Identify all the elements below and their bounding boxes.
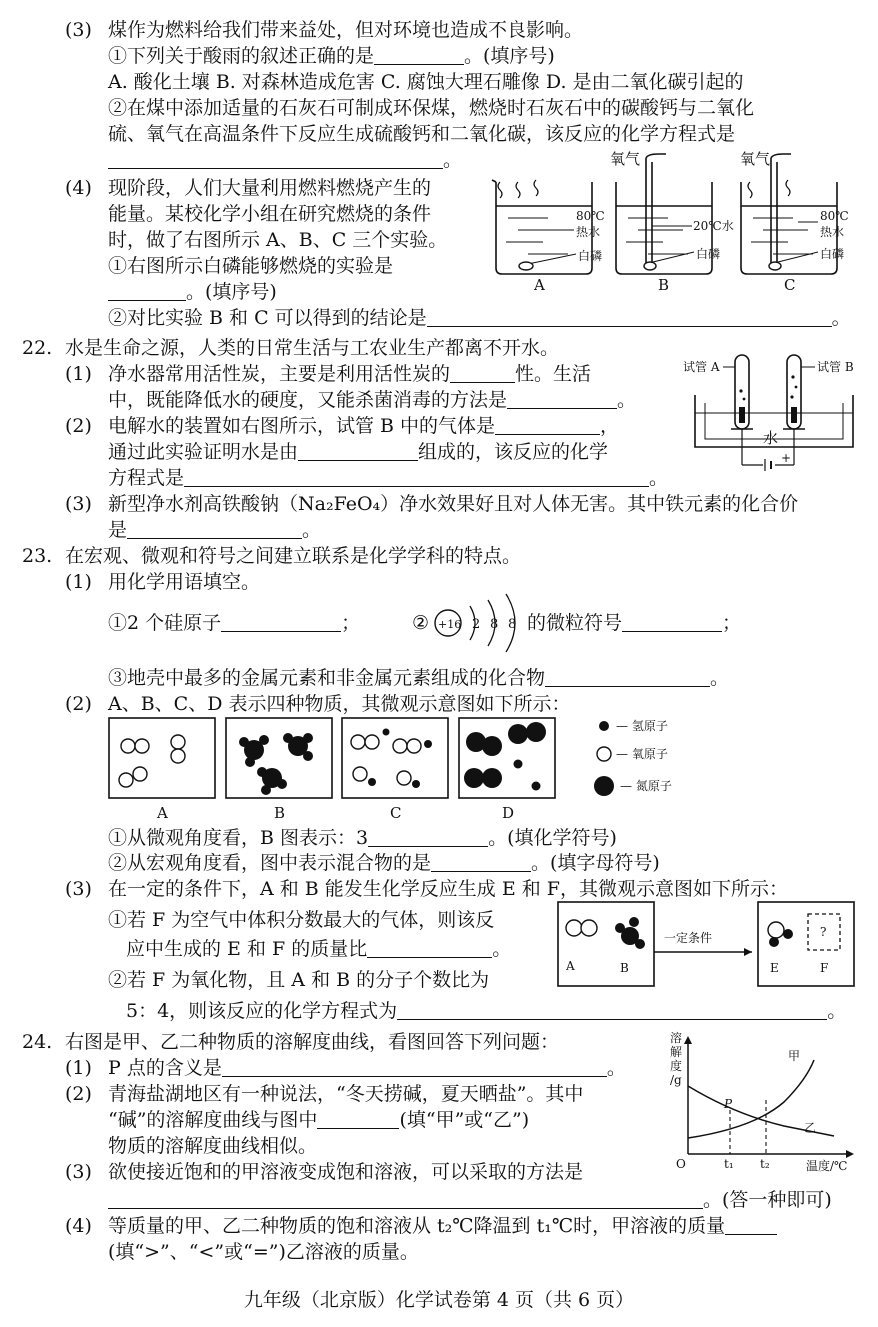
q24-part4-line1: 等质量的甲、乙二种物质的饱和溶液从 t₂℃降温到 t₁℃时，甲溶液的质量 [108,1214,777,1238]
q23-part3-item1-line1: ①若 F 为空气中体积分数最大的气体，则该反 [108,909,495,931]
q21-acid-rain-question: ①下列关于酸雨的叙述正确的是 。(填序号) [108,45,555,67]
oxygen-label-b: 氧气 [610,150,641,168]
hot-water-label-c1: 80℃ [820,209,849,223]
q21-eco-coal-line1: ②在煤中添加适量的石灰石可制成环保煤，燃烧时石灰石中的碳酸钙与二氧化 [108,97,755,119]
q24-part2-line1: 青海盐湖地区有一种说法，“冬天捞碱，夏天晒盐”。其中 [108,1083,584,1105]
q23-part3-item2-line1: ②若 F 为氧化物，且 A 和 B 的分子个数比为 [108,969,490,991]
q24-part2-line3: 物质的溶解度曲线相似。 [108,1135,318,1157]
reaction-diagram [556,900,861,990]
q21-part3-label: (3) [65,19,92,41]
q23-part2-item1: ①从微观角度看，B 图表示：3 。(填化学符号) [108,827,617,849]
exp-label-c: C [784,276,796,294]
q22-part3-line2: 是 。 [108,519,322,541]
q24-part2-label: (2) [65,1083,92,1105]
shell-3-electrons: 8 [508,617,517,632]
answer-blank[interactable] [184,468,649,487]
y-label-2: 解 [670,1045,683,1059]
answer-blank[interactable] [450,364,515,383]
q22-part3-line1: 新型净水剂高铁酸钠（Na₂FeO₄）净水效果好且对人体无害。其中铁元素的化合价 [108,493,799,515]
solubility-curve-figure [664,1030,864,1180]
reactant-b-label: B [620,961,629,975]
q21-eco-coal-line2: 硫、氧气在高温条件下反应生成硫酸钙和二氧化碳，该反应的化学方程式是 [108,123,736,145]
box-label-b: B [274,804,286,822]
q23-item2-text: 的微粒符号 ； [527,612,742,634]
answer-blank[interactable] [622,613,722,632]
shell-2-electrons: 8 [490,617,499,632]
q21-part4-line4: ①右图所示白磷能够燃烧的实验是 [108,255,394,277]
t2-label: t₂ [760,1157,770,1171]
phosphorus-b [644,262,656,270]
reactant-a-label: A [566,959,575,973]
q23-part2-title: A、B、C、D 表示四种物质，其微观示意图如下所示： [108,693,571,715]
phosphorus-label-a: 白磷 [578,249,603,263]
q24-part3-label: (3) [65,1161,92,1183]
cold-water-label: 20℃水 [693,219,734,233]
q21-part4-line2: 能量。某校化学小组在研究燃烧的条件 [108,203,432,225]
q24-intro: 右图是甲、乙二种物质的溶解度曲线，看图回答下列问题： [65,1031,560,1053]
q24-part3-line1: 欲使接近饱和的甲溶液变成饱和溶液，可以采取的方法是 [108,1161,584,1183]
q23-part2-label: (2) [65,693,92,715]
answer-blank[interactable] [127,520,302,539]
origin-label: O [676,1157,686,1171]
q22-part1-line2: 中，既能降低水的硬度，又能杀菌消毒的方法是 。 [108,389,637,411]
q21-part3-text: 煤作为燃料给我们带来益处，但对环境也造成不良影响。 [108,19,584,41]
y-label-3: 度 [670,1059,683,1073]
unknown-mark: ? [820,925,827,939]
q23-part2-item2: ②从宏观角度看，图中表示混合物的是 。(填字母符号) [108,852,660,874]
answer-blank[interactable] [545,668,710,687]
product-e-label: E [770,961,779,975]
q23-part1-label: (1) [65,571,92,593]
x-axis-label: 温度/℃ [806,1159,848,1173]
water-label: 水 [763,429,779,447]
t1-label: t₁ [724,1157,734,1171]
answer-blank[interactable] [427,308,832,327]
q23-part3-label: (3) [65,878,92,900]
answer-blank[interactable] [298,442,418,461]
answer-blank[interactable] [108,282,186,301]
answer-blank[interactable] [725,1216,777,1235]
legend-hydrogen: — 氢原子 [616,719,668,733]
legend-oxygen: — 氧原子 [616,747,668,761]
reaction-condition: 一定条件 [664,931,713,945]
answer-blank[interactable] [367,939,492,958]
box-label-a: A [157,804,168,822]
sulfur-ion-structure [432,590,527,656]
oxygen-label-c: 氧气 [740,150,771,168]
nucleus-charge: +16 [438,618,462,631]
q22-part2-line1: 电解水的装置如右图所示，试管 B 中的气体是 ， [108,415,620,437]
q21-part4-line3: 时，做了右图所示 A、B、C 三个实验。 [108,229,448,251]
exp-label-b: B [658,276,670,294]
q21-part4-line1: 现阶段，人们大量利用燃料燃烧产生的 [108,177,432,199]
legend-oxygen-icon [597,747,611,761]
answer-blank[interactable] [495,416,600,435]
arrow-icon [744,948,752,956]
combustion-experiment-figure [488,150,863,295]
q23-item2-num: ② [412,612,430,634]
curve-jia [688,1060,817,1138]
q23-item1: ①2 个硅原子 ； [108,612,361,634]
q23-part3-title: 在一定的条件下，A 和 B 能发生化学反应生成 E 和 F，其微观示意图如下所示： [108,878,788,900]
jia-label: 甲 [788,1049,801,1063]
q24-part2-line2: “碱”的溶解度曲线与图中 (填“甲”或“乙”) [108,1109,530,1131]
phosphorus-c [769,262,781,270]
q21-part4-line6: ②对比实验 B 和 C 可以得到的结论是 。 [108,307,851,329]
box-label-c: C [390,804,402,822]
q23-part3-item2-line2: 5：4，则该反应的化学方程式为 。 [126,1000,847,1022]
q23-part3-item1-line2: 应中生成的 E 和 F 的质量比 。 [126,938,512,960]
answer-blank[interactable] [317,1110,399,1129]
q22-part2-line3: 方程式是 。 [108,467,669,489]
q24-number: 24. [22,1031,53,1053]
q21-part4-line5: 。(填序号) [108,280,277,304]
answer-blank[interactable] [221,613,341,632]
tube-a-label: 试管 A [683,360,720,374]
q22-intro: 水是生命之源，人类的日常生活与工农业生产都离不开水。 [65,337,560,359]
q24-part1-label: (1) [65,1057,92,1079]
q24-part1-text: P 点的含义是 。 [108,1057,626,1079]
answer-blank[interactable] [222,1058,607,1077]
y-label-4: /g [670,1073,682,1087]
hot-water-label-a2: 热水 [576,225,601,239]
phosphorus-label-b: 白磷 [696,247,721,261]
product-f-label: F [820,961,829,975]
q22-part1-label: (1) [65,363,92,385]
shell-1-electrons: 2 [472,617,481,632]
q24-part4-line2: (填“>”、“<”或“=”)乙溶液的质量。 [108,1241,419,1263]
q21-equation-line: 。 [108,148,462,172]
electrode-plus: + [781,451,792,465]
q22-part2-label: (2) [65,415,92,437]
legend-hydrogen-icon [599,721,609,731]
q24-part4-label: (4) [65,1215,92,1237]
q22-part3-label: (3) [65,493,92,515]
tube-b-label: 试管 B [817,360,854,374]
box-c [342,718,448,798]
q23-part1-title: 用化学用语填空。 [108,571,261,593]
answer-blank[interactable] [507,390,617,409]
answer-blank[interactable] [108,1190,703,1209]
q23-intro: 在宏观、微观和符号之间建立联系是化学学科的特点。 [65,545,522,567]
q21-part4-label: (4) [65,177,92,199]
page-footer: 九年级（北京版）化学试卷第 4 页（共 6 页） [243,1289,635,1311]
answer-blank[interactable] [397,1001,827,1020]
q22-part1-line1: 净水器常用活性炭，主要是利用活性炭的 性。生活 [108,363,592,385]
hot-water-label-c2: 热水 [820,225,845,239]
answer-blank[interactable] [368,828,488,847]
phosphorus-a [519,262,533,270]
answer-blank[interactable] [431,853,531,872]
micro-diagram-boxes [104,712,704,822]
exp-label-a: A [534,276,545,294]
q24-part3-line2: 。(答一种即可) [108,1188,832,1212]
box-label-d: D [502,804,515,822]
answer-blank[interactable] [108,150,443,169]
q22-part2-line2: 通过此实验证明水是由 组成的，该反应的化学 [108,441,609,463]
phosphorus-label-c: 白磷 [820,247,845,261]
electrolysis-figure [683,347,863,482]
point-p-label: P [724,1097,733,1111]
legend-nitrogen: — 氮原子 [620,779,672,793]
q21-options: A. 酸化土壤 B. 对森林造成危害 C. 腐蚀大理石雕像 D. 是由二氧化碳引起的 [108,71,744,93]
answer-blank[interactable] [374,46,464,65]
hot-water-label-a1: 80℃ [576,209,605,223]
q22-number: 22. [22,337,53,359]
yi-label: 乙 [804,1121,817,1135]
q23-item3: ③地壳中最多的金属元素和非金属元素组成的化合物 。 [108,667,730,689]
legend-nitrogen-icon [594,776,614,796]
y-label-1: 溶 [670,1031,683,1045]
q23-number: 23. [22,545,53,567]
